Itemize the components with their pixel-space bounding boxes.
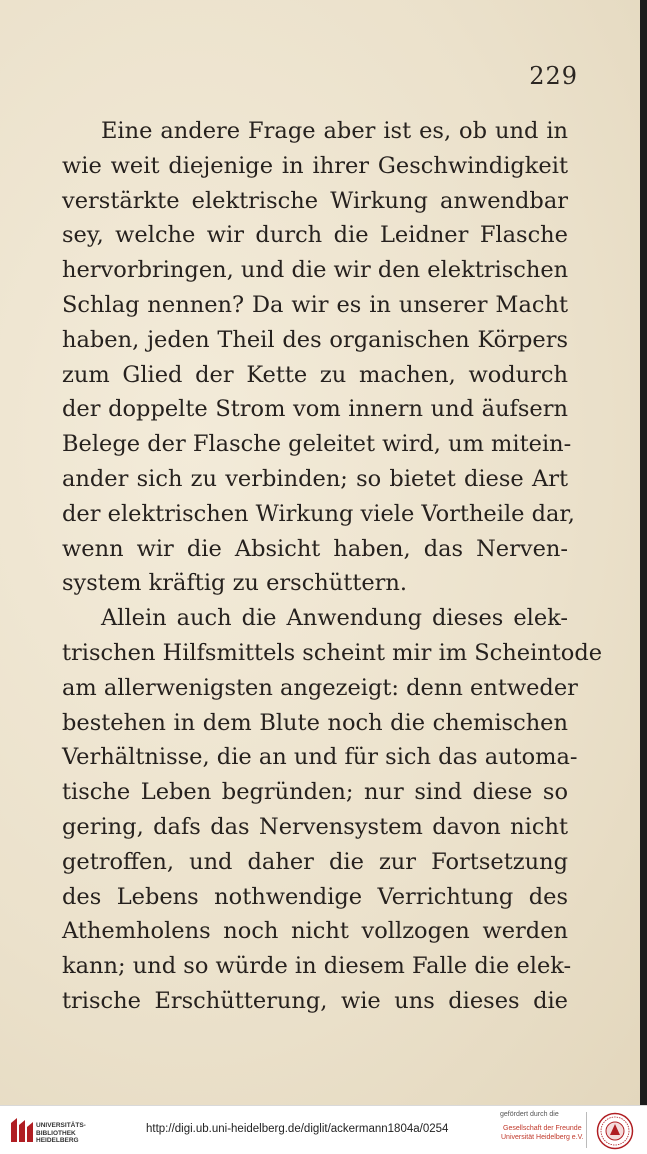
text-line: getroffen, und daher die zur Fortsetzung — [62, 848, 568, 875]
text-line: trische Erschütterung, wie uns dieses die — [62, 987, 568, 1014]
text-line: tische Leben begründen; nur sind diese so — [62, 779, 568, 806]
text-line: trischen Hilfsmittels scheint mir im Scheintode — [62, 639, 603, 666]
text-line: verstärkte elektrische Wirkung anwendbar — [62, 187, 568, 214]
text-line: bestehen in dem Blute noch die chemischen — [62, 709, 568, 736]
text-line: Belege der Flasche geleitet wird, um mitein- — [62, 431, 572, 458]
text-line: wenn wir die Absicht haben, das Nerven- — [62, 535, 568, 562]
text-line: hervorbringen, und die wir den elektrischen — [62, 257, 569, 284]
text-line: wie weit diejenige in ihrer Geschwindigkeit — [62, 152, 568, 179]
text-line: Allein auch die Anwendung dieses elek- — [101, 605, 568, 632]
text-line: Schlag nennen? Da wir es in unserer Macht — [62, 291, 568, 318]
institution-line: UNIVERSITÄTS- — [36, 1122, 86, 1129]
text-line: Eine andere Frage aber ist es, ob und in — [101, 118, 568, 144]
page-edge-shadow — [640, 0, 647, 1105]
text-line: der elektrischen Wirkung viele Vortheile dar, — [62, 500, 575, 527]
text-line: system kräftig zu erschüttern. — [62, 570, 408, 597]
text-line: am allerwenigsten angezeigt: denn entweder — [62, 674, 578, 701]
footer-divider — [586, 1112, 587, 1148]
text-line: zum Glied der Kette zu machen, wodurch — [62, 361, 568, 388]
sponsor-label: gefördert durch die — [500, 1111, 559, 1118]
text-line: Verhältnisse, die an und für sich das automa- — [62, 744, 578, 771]
text-line: haben, jeden Theil des organischen Körpers — [62, 326, 568, 353]
text-line: Athemholens noch nicht vollzogen werden — [62, 918, 568, 945]
institution-line: BIBLIOTHEK — [36, 1129, 76, 1137]
text-line: kann; und so würde in diesem Falle die elek- — [62, 953, 572, 980]
sponsor-line: Universität Heidelberg e.V. — [501, 1134, 584, 1141]
text-line: des Lebens nothwendige Verrichtung des — [62, 883, 568, 910]
university-seal-icon — [596, 1112, 634, 1150]
text-line: der doppelte Strom vom innern und äufsern — [62, 396, 568, 423]
university-library-logo-icon — [8, 1115, 38, 1145]
text-line: gering, dafs das Nervensystem davon nicht — [62, 813, 568, 840]
sponsor-line: Gesellschaft der Freunde — [503, 1125, 582, 1132]
footer-bar — [0, 1105, 647, 1154]
text-line: sey, welche wir durch die Leidner Flasche — [62, 222, 568, 249]
page-number: 229 — [529, 62, 578, 90]
sponsor-name — [501, 1124, 584, 1142]
text-line: ander sich zu verbinden; so bietet diese Art — [62, 465, 568, 492]
body-text — [62, 114, 603, 1019]
institution-name — [36, 1122, 86, 1145]
permalink-url[interactable]: http://digi.ub.uni-heidelberg.de/diglit/ackermann1804a/0254 — [146, 1123, 449, 1135]
institution-line: HEIDELBERG — [36, 1137, 79, 1144]
